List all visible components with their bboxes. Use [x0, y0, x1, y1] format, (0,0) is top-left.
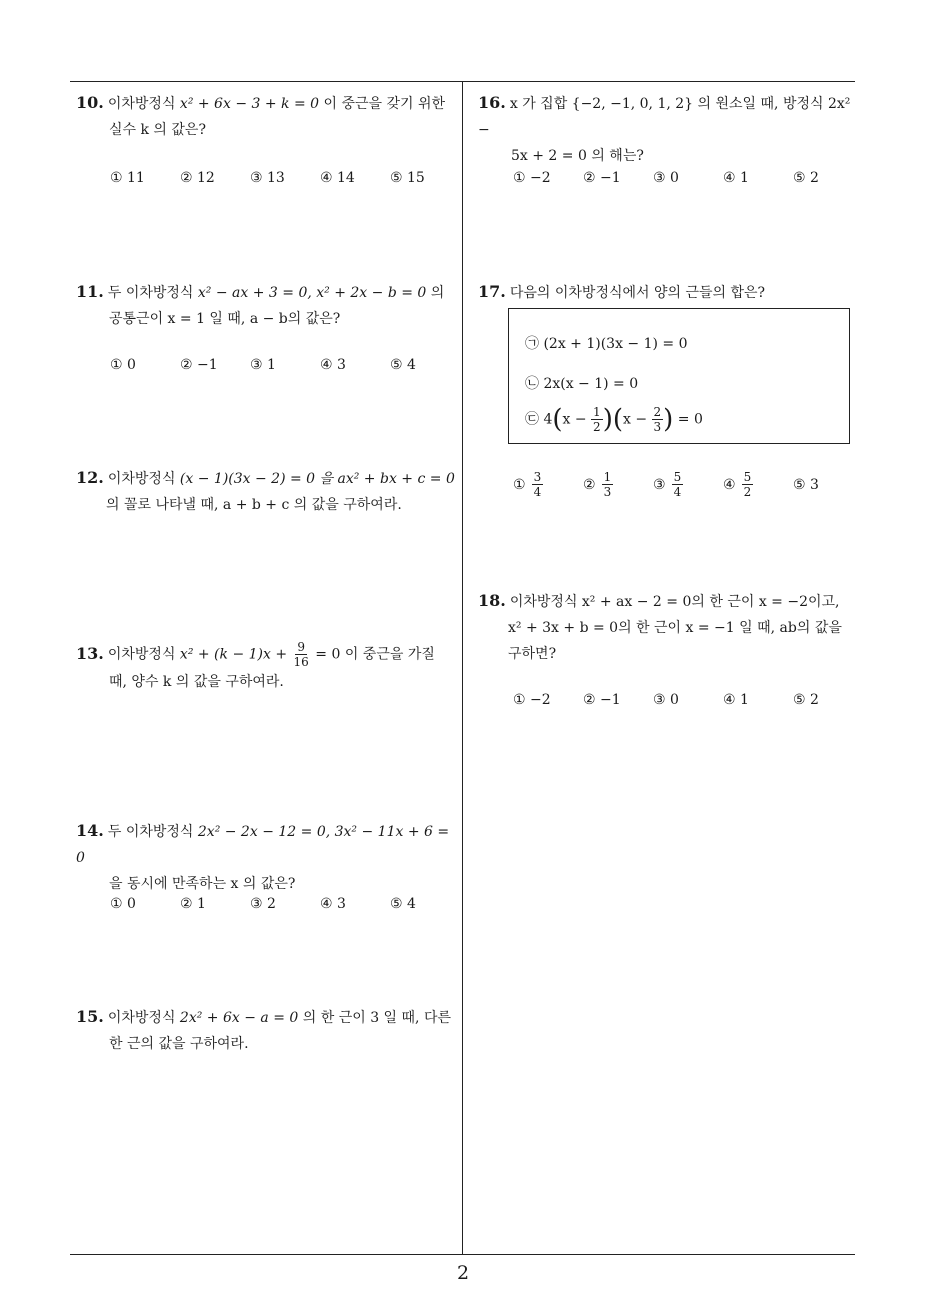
- question-text: 이차방정식: [107, 646, 180, 663]
- choice-5[interactable]: ⑤ 4: [390, 357, 416, 373]
- question-number: 17.: [478, 282, 506, 301]
- choice-5[interactable]: ⑤ 2: [793, 170, 819, 186]
- choice-5[interactable]: ⑤ 3: [793, 476, 819, 493]
- question-text-line2: 실수 k 의 값은?: [109, 122, 206, 138]
- choice-2[interactable]: ② −1: [583, 692, 621, 708]
- question-text: 다음의 이차방정식에서 양의 근들의 합은?: [509, 285, 766, 301]
- question-17: [478, 279, 858, 306]
- question-text-line2: 때, 양수 k 의 값을 구하여라.: [109, 674, 284, 690]
- choice-4[interactable]: ④ 14: [320, 170, 355, 186]
- question-text-line3: 구하면?: [508, 646, 557, 662]
- question-number: 10.: [76, 93, 104, 112]
- question-text-line2: 5x + 2 = 0 의 해는?: [511, 148, 644, 164]
- question-16: [478, 90, 858, 169]
- question-number: 12.: [76, 468, 104, 487]
- choice-2[interactable]: ② 1: [180, 896, 206, 912]
- equation-c: ㉢ 4(x − $\frac{1}{2}$ )(x − $\frac{2}{3}$ ) = 0: [525, 404, 703, 435]
- choice-4[interactable]: ④ 3: [320, 896, 346, 912]
- question-11: [76, 279, 461, 332]
- equation: x² + (k − 1)x +: [179, 646, 292, 663]
- question-number: 15.: [76, 1007, 104, 1026]
- bottom-rule: [70, 1254, 855, 1255]
- column-divider: [462, 81, 463, 1255]
- question-number: 16.: [478, 93, 506, 112]
- question-10: [76, 90, 461, 143]
- equation: (x − 1)(3x − 2) = 0 을 ax² + bx + c = 0: [179, 471, 455, 487]
- fraction: $\frac{9}{16}$: [293, 640, 309, 669]
- question-text: 이차방정식 x² + ax − 2 = 0의 한 근이 x = −2이고,: [509, 594, 840, 610]
- choice-2[interactable]: ② −1: [583, 170, 621, 186]
- choices-17: [513, 470, 863, 499]
- fraction: $\frac{2}{3}$: [653, 405, 662, 434]
- choices-10: [110, 170, 460, 186]
- choice-3[interactable]: ③ 1: [250, 357, 276, 373]
- question-text: 이차방정식: [107, 1010, 180, 1026]
- choices-14: [110, 896, 460, 912]
- question-text: 이차방정식: [107, 471, 180, 487]
- choice-5[interactable]: ⑤ 15: [390, 170, 425, 186]
- choice-3[interactable]: ③ 0: [653, 170, 679, 186]
- equation: x² − ax + 3 = 0, x² + 2x − b = 0: [197, 285, 427, 301]
- choice-1[interactable]: ① −2: [513, 170, 551, 186]
- choice-1[interactable]: ① 0: [110, 896, 136, 912]
- choice-3[interactable]: ③ 0: [653, 692, 679, 708]
- page-number: 2: [456, 1262, 470, 1284]
- equations-box: [508, 308, 850, 444]
- choice-3[interactable]: ③ $\frac{5}{4}$: [653, 470, 682, 499]
- choice-2[interactable]: ② −1: [180, 357, 218, 373]
- equation: 2x² + 6x − a = 0: [179, 1010, 299, 1026]
- question-text: 두 이차방정식: [107, 285, 198, 301]
- choice-1[interactable]: ① 11: [110, 170, 145, 186]
- question-text: 이차방정식: [107, 96, 180, 112]
- choice-4[interactable]: ④ $\frac{5}{2}$: [723, 470, 752, 499]
- choices-16: [513, 170, 863, 186]
- question-text: 두 이차방정식: [107, 824, 198, 840]
- fraction: $\frac{1}{2}$: [593, 405, 601, 434]
- choices-18: [513, 692, 863, 708]
- question-number: 11.: [76, 282, 104, 301]
- equation: x² + 6x − 3 + k = 0: [179, 96, 320, 112]
- choice-4[interactable]: ④ 3: [320, 357, 346, 373]
- question-text-line2: x² + 3x + b = 0의 한 근이 x = −1 일 때, ab의 값을: [508, 620, 842, 636]
- question-18: [478, 588, 863, 667]
- choice-2[interactable]: ② $\frac{1}{3}$: [583, 470, 612, 499]
- question-text-line2: 한 근의 값을 구하여라.: [109, 1036, 249, 1052]
- choice-3[interactable]: ③ 13: [250, 170, 285, 186]
- equation-a: ㉠ (2x + 1)(3x − 1) = 0: [525, 336, 688, 352]
- choice-5[interactable]: ⑤ 4: [390, 896, 416, 912]
- question-text: x 가 집합 {−2, −1, 0, 1, 2} 의 원소일 때, 방정식 2x² −: [478, 96, 851, 138]
- question-text-line2: 을 동시에 만족하는 x 의 값은?: [109, 876, 296, 892]
- question-text: = 0 이 중근을 가질: [310, 646, 435, 663]
- choices-11: [110, 357, 460, 373]
- choice-1[interactable]: ① $\frac{3}{4}$: [513, 470, 542, 499]
- choice-1[interactable]: ① 0: [110, 357, 136, 373]
- choice-3[interactable]: ③ 2: [250, 896, 276, 912]
- choice-5[interactable]: ⑤ 2: [793, 692, 819, 708]
- question-number: 14.: [76, 821, 104, 840]
- question-number: 13.: [76, 643, 104, 663]
- choice-4[interactable]: ④ 1: [723, 692, 749, 708]
- question-text-line2: 의 꼴로 나타낼 때, a + b + c 의 값을 구하여라.: [106, 497, 402, 513]
- equation: 2x² − 2x − 12 = 0, 3x² − 11x + 6 = 0: [76, 824, 450, 866]
- choice-1[interactable]: ① −2: [513, 692, 551, 708]
- choice-4[interactable]: ④ 1: [723, 170, 749, 186]
- question-text: 이 중근을 갖기 위한: [319, 96, 446, 112]
- question-15: [76, 1004, 461, 1057]
- question-text: 의: [426, 285, 445, 301]
- question-number: 18.: [478, 591, 506, 610]
- question-13: [76, 640, 461, 695]
- choice-2[interactable]: ② 12: [180, 170, 215, 186]
- equation-b: ㉡ 2x(x − 1) = 0: [525, 376, 639, 392]
- question-12: [76, 465, 461, 518]
- question-text-line2: 공통근이 x = 1 일 때, a − b의 값은?: [109, 311, 341, 327]
- question-text: 의 한 근이 3 일 때, 다른: [298, 1010, 451, 1026]
- question-14: [76, 818, 461, 897]
